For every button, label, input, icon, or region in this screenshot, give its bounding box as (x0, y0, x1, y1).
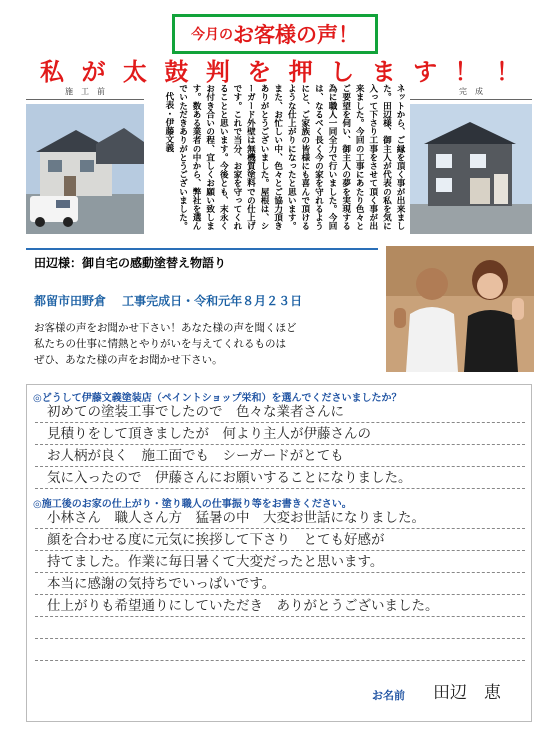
title-prefix: 今月の (191, 27, 233, 43)
answer-2 (35, 507, 525, 661)
customer-photo (386, 246, 534, 372)
signature-name: 田辺 恵 (433, 683, 501, 703)
section-divider (26, 248, 378, 250)
intro-line: お客様の声をお聞かせ下さい！あなた様の声を聞くほど (34, 322, 297, 334)
before-photo (26, 86, 144, 234)
owner-message (148, 84, 406, 236)
question-2: ◎施工後のお家の仕上がり・塗り職人の仕事振り等をお書きください。 (33, 499, 352, 510)
story-title: 田辺様：御自宅の感動塗替え物語り (34, 256, 227, 270)
customer-portrait-image (386, 246, 534, 372)
headline-char: を (247, 57, 272, 86)
intro-line: 私たちの仕事に情熱とやりがいを与えてくれるものは (34, 338, 286, 350)
answer-1 (35, 401, 525, 489)
headline-char: 鼓 (164, 57, 189, 86)
after-house-image (410, 104, 532, 234)
after-photo (410, 86, 532, 234)
intro-text (34, 320, 374, 368)
signature-label: お名前 (372, 689, 405, 702)
headline-char: ！ (495, 57, 520, 86)
headline-char: が (81, 57, 106, 86)
headline-char: す (413, 57, 438, 86)
handwritten-line: 顔を合わせる度に元気に挨拶して下さり とても好感が (35, 529, 525, 551)
handwritten-line (35, 617, 525, 639)
intro-line: ぜひ、あなた様の声をお聞かせ下さい。 (34, 354, 223, 366)
headline-char: 判 (205, 57, 230, 86)
headline-char: 私 (40, 57, 64, 86)
signature-area (372, 678, 501, 703)
question-1: ◎どうして伊藤文義塗装店（ペイントショップ栄和）を選んでくださいましたか？ (33, 393, 402, 404)
before-photo-label: 施 工 前 (26, 86, 144, 100)
headline-char: し (330, 57, 355, 86)
handwritten-line: 仕上がりも希望通りにしていただき ありがとうございました。 (35, 595, 525, 617)
handwritten-line: お人柄が良く 施工面でも シーガードがとても (35, 445, 525, 467)
before-house-image (26, 104, 144, 234)
headline-char: 太 (122, 57, 147, 86)
handwritten-line: 小林さん 職人さん方 猛暑の中 大変お世話になりました。 (35, 507, 525, 529)
location-date: 都留市田野倉 工事完成日・令和元年８月２３日 (34, 294, 303, 308)
handwritten-line: 本当に感謝の気持ちでいっぱいです。 (35, 573, 525, 595)
headline-char: ま (371, 57, 396, 86)
handwritten-line: 持てました。作業に毎日暑くて大変だったと思います。 (35, 551, 525, 573)
headline-char: ！ (454, 57, 479, 86)
after-photo-label: 完 成 (410, 86, 532, 100)
handwritten-line: 気に入ったので 伊藤さんにお願いすることになりました。 (35, 467, 525, 489)
title-main: お客様の声！ (233, 22, 359, 47)
questionnaire-form (26, 384, 532, 722)
handwritten-line: 初めての塗装工事でしたので 色々な業者さんに (35, 401, 525, 423)
title-banner (172, 14, 378, 54)
headline (40, 56, 520, 86)
owner-signature: 代表・伊藤文義 (163, 92, 174, 153)
handwritten-line: 見積りをして頂きましたが 何より主人が伊藤さんの (35, 423, 525, 445)
headline-char: 押 (288, 57, 313, 86)
handwritten-line (35, 639, 525, 661)
owner-message-body: ネットから、ご縁を頂く事が出来ました。田辺様、御主人が代表の私を気に入って下さり工事をさせて頂く事が出来ました。今回の工事にあたり色々とご要望を伺い、御主人の夢を実現する為に職人一同全力で行いました。今回は、なるべく長く今の家を守れるようにと、ご家族の皆様にも喜んで頂けるような仕上がりになったと思います。また、お忙しい中、色々とご協力頂きありがとうございました。屋根は、シーガード外壁は無機質塗料での仕上げです。これで当分、お家を守ってくれることと思います。今後とも、末永くお付き合いの程、宜しくお願い致します。数ある業者の中から、弊社を選んでいただきありがとうございました。 (177, 84, 405, 231)
